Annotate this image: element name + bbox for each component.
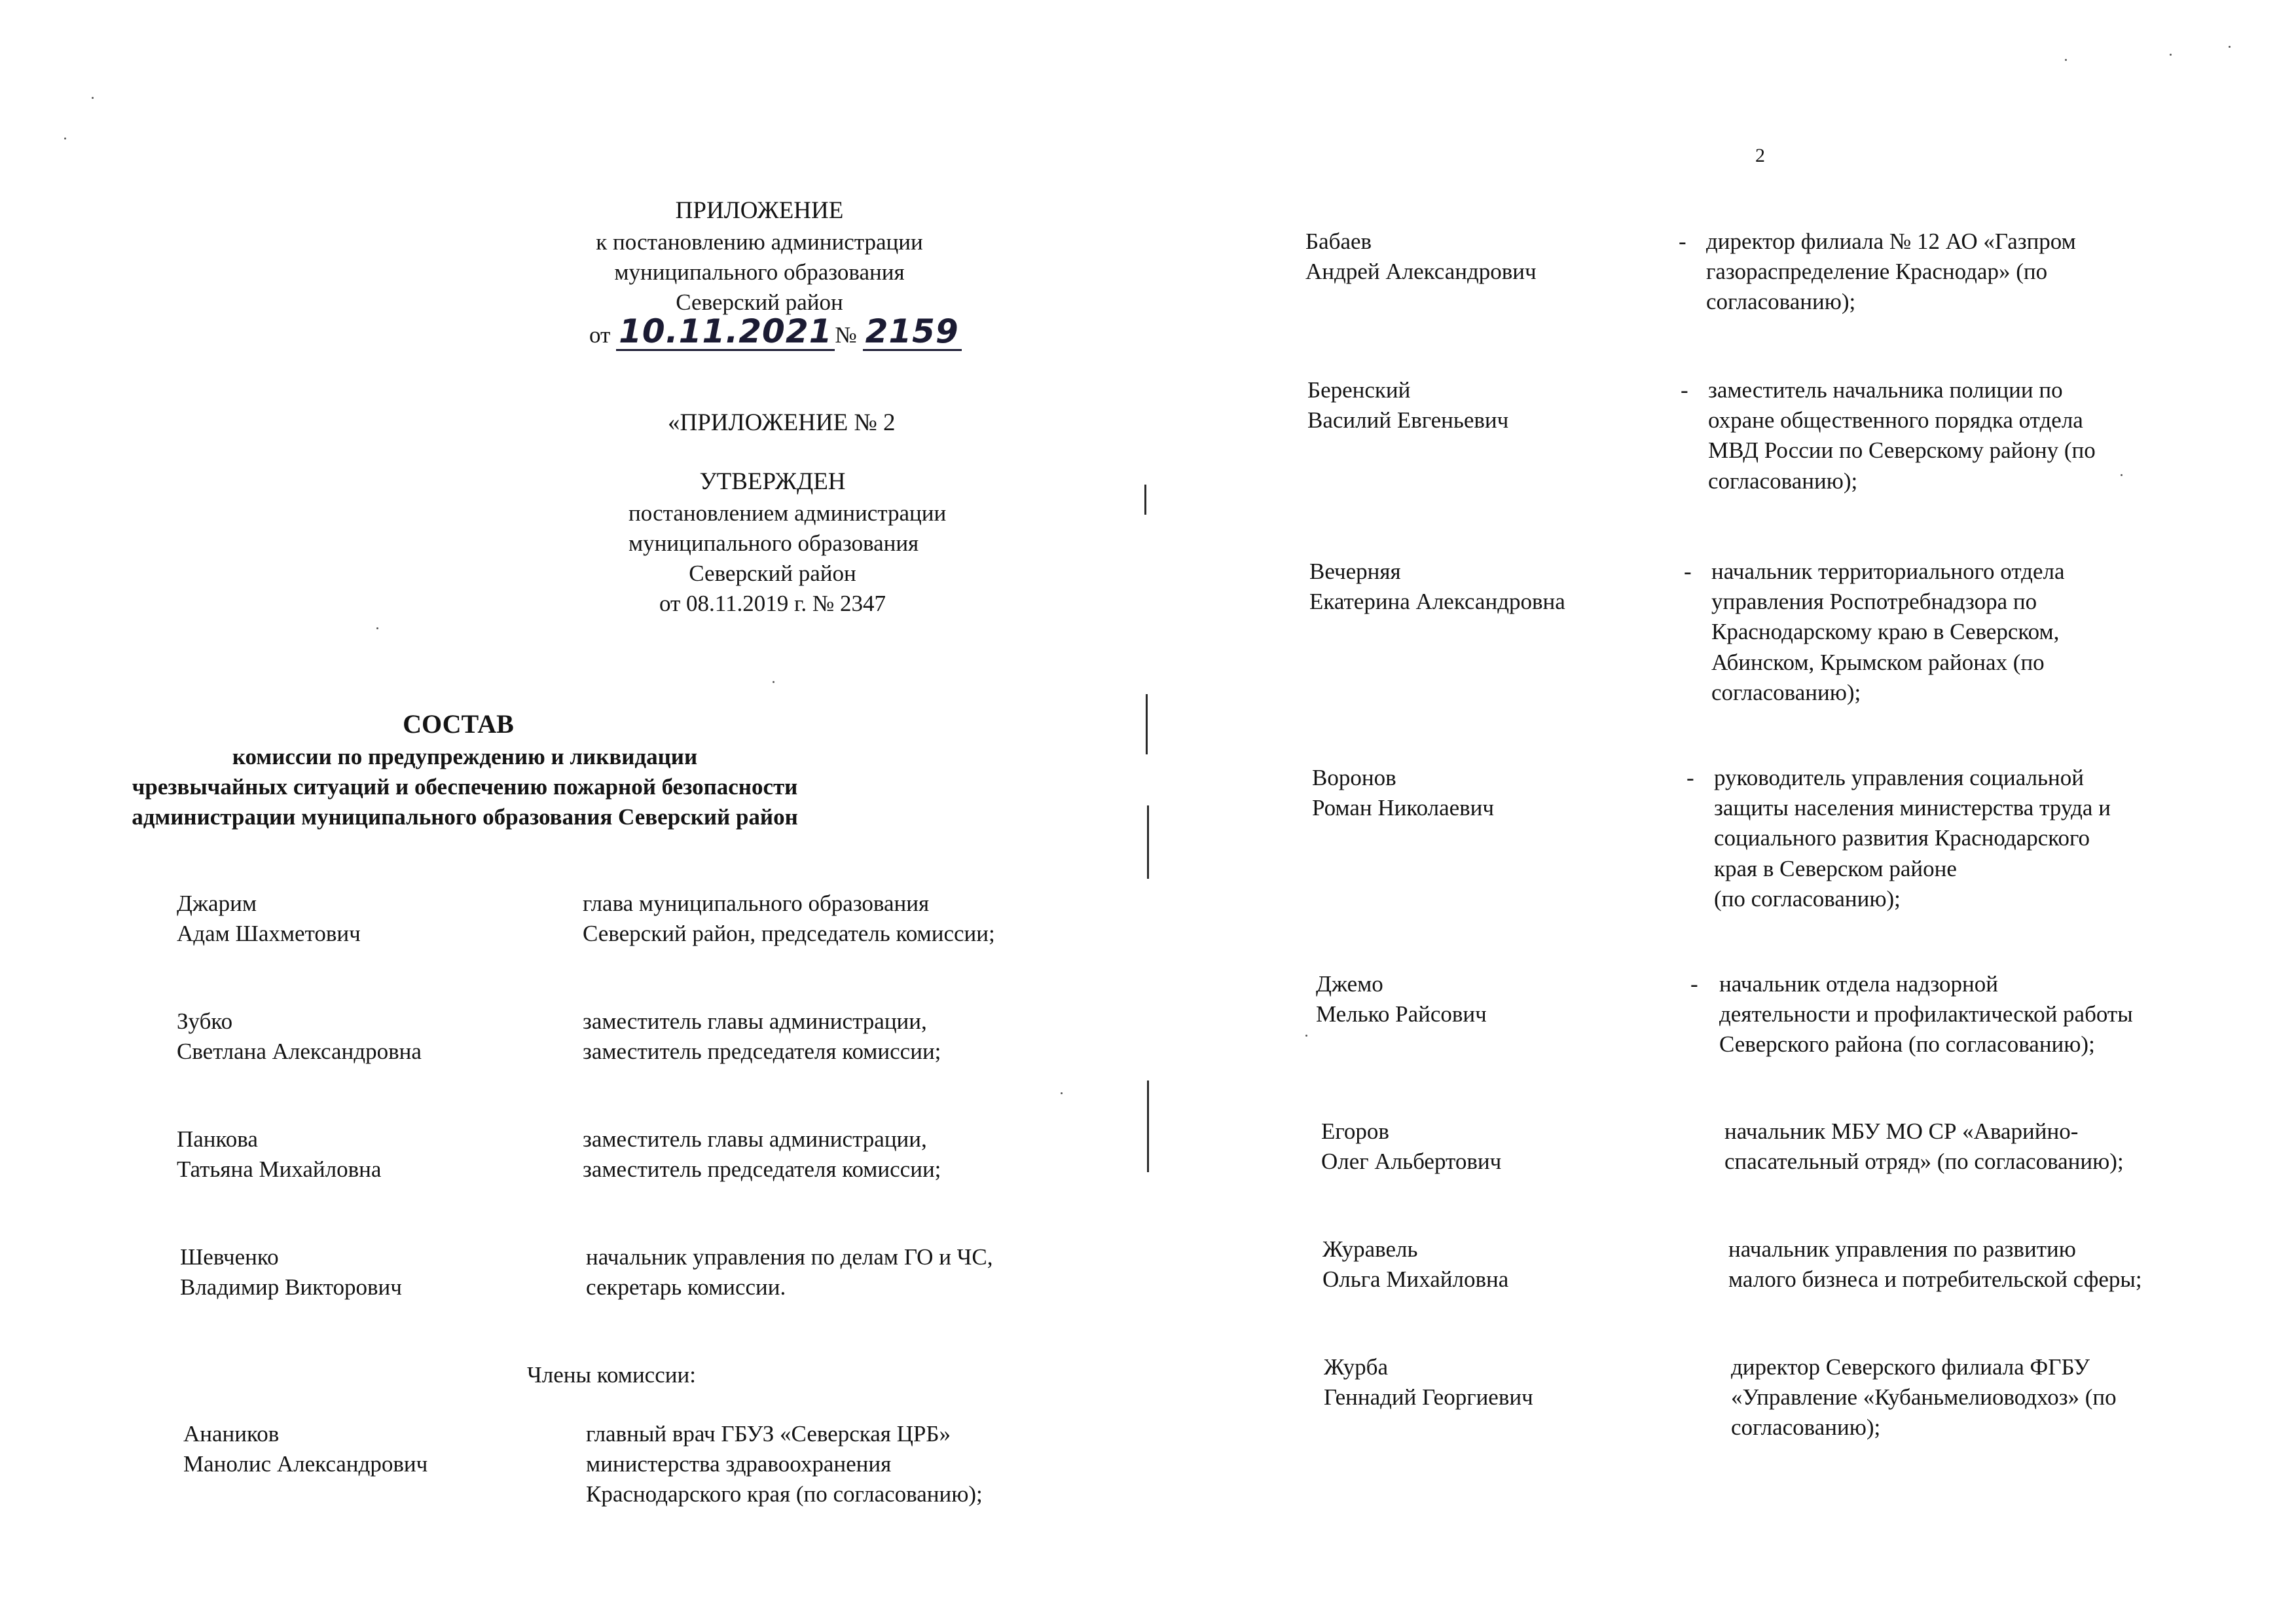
member-dash: - xyxy=(1684,559,1692,584)
member-description: начальник территориального отдела управления Роспотребнадзора по Краснодарскому краю в Северском, Абинском, Крымском районах (по согласованию); xyxy=(1711,559,2065,705)
approved-line: Северский район xyxy=(689,561,856,587)
scan-speck xyxy=(64,138,66,139)
scan-speck xyxy=(2065,59,2067,61)
scan-speck xyxy=(1305,1035,1307,1037)
member-description: глава муниципального образования Северский район, председатель комиссии; xyxy=(583,891,995,947)
member-surname: Шевченко xyxy=(180,1244,279,1270)
member-given-name: Владимир Викторович xyxy=(180,1274,402,1300)
scan-speck xyxy=(773,681,774,683)
member-surname: Журавель xyxy=(1322,1236,1418,1262)
composition-title xyxy=(132,707,1106,832)
appendix-2-header xyxy=(668,407,896,439)
member-given-name: Татьяна Михайловна xyxy=(177,1156,382,1182)
member-surname: Вечерняя xyxy=(1309,559,1401,584)
appendix-2-title: «ПРИЛОЖЕНИЕ № 2 xyxy=(668,409,896,436)
member-given-name: Василий Евгеньевич xyxy=(1307,407,1509,433)
scan-mark xyxy=(1146,694,1148,754)
member-description: заместитель начальника полиции по охране общественного порядка отдела МВД России по Северскому району (по согласованию); xyxy=(1708,377,2096,494)
member-given-name: Екатерина Александровна xyxy=(1309,589,1565,614)
scan-speck xyxy=(1061,1092,1063,1094)
approved-date: от 08.11.2019 г. № 2347 xyxy=(659,591,886,617)
member-surname: Панкова xyxy=(177,1126,258,1152)
members-heading: Члены комиссии: xyxy=(527,1362,696,1388)
member-description: начальник МБУ МО СР «Аварийно- спасательный отряд» (по согласованию); xyxy=(1724,1118,2124,1175)
composition-heading: СОСТАВ xyxy=(403,709,514,739)
scan-speck xyxy=(92,97,94,99)
appendix-header-line: к постановлению администрации xyxy=(596,229,923,255)
member-given-name: Светлана Александровна xyxy=(177,1039,422,1064)
approved-line: муниципального образования xyxy=(629,530,919,557)
member-surname: Егоров xyxy=(1321,1118,1389,1144)
appendix-header xyxy=(589,195,959,351)
number-sign: № xyxy=(835,322,857,348)
member-description: заместитель главы администрации, заместитель председателя комиссии; xyxy=(583,1126,941,1183)
appendix-header-line: муниципального образования xyxy=(614,259,905,286)
composition-line: администрации муниципального образования Северский район xyxy=(132,804,798,830)
member-dash: - xyxy=(1681,377,1688,403)
appendix-header-line: Северский район xyxy=(676,289,843,316)
approved-title: УТВЕРЖДЕН xyxy=(699,468,846,495)
member-description: начальник отдела надзорной деятельности и профилактической работы Северского района (по согласованию); xyxy=(1719,971,2133,1058)
member-surname: Джарим xyxy=(177,891,257,916)
member-dash: - xyxy=(1679,229,1686,254)
appendix-header-date-line xyxy=(589,312,959,351)
scan-speck xyxy=(2121,474,2123,476)
member-given-name: Андрей Александрович xyxy=(1305,259,1537,284)
handwritten-number: 2159 xyxy=(863,315,962,351)
member-given-name: Мелько Райсович xyxy=(1316,1001,1487,1027)
member-description: директор филиала № 12 АО «Газпром газораспределение Краснодар» (по согласованию); xyxy=(1706,229,2076,315)
member-given-name: Геннадий Георгиевич xyxy=(1324,1384,1533,1410)
member-surname: Беренский xyxy=(1307,377,1411,403)
composition-line: комиссии по предупреждению и ликвидации xyxy=(232,743,698,769)
member-description: главный врач ГБУЗ «Северская ЦРБ» министерства здравоохранения Краснодарского края (по согласованию); xyxy=(586,1421,983,1507)
member-surname: Анаников xyxy=(183,1421,280,1447)
member-given-name: Ольга Михайловна xyxy=(1322,1266,1509,1292)
member-given-name: Олег Альбертович xyxy=(1321,1149,1502,1174)
member-given-name: Роман Николаевич xyxy=(1312,795,1495,821)
composition-line: чрезвычайных ситуаций и обеспечению пожарной безопасности xyxy=(132,773,798,800)
scan-speck xyxy=(376,627,378,629)
scan-speck xyxy=(2170,54,2172,56)
from-label: от xyxy=(589,322,611,348)
member-description: начальник управления по развитию малого бизнеса и потребительской сферы; xyxy=(1728,1236,2142,1293)
scan-mark xyxy=(1144,485,1146,515)
member-dash: - xyxy=(1686,765,1694,790)
approved-line: постановлением администрации xyxy=(629,500,947,526)
member-surname: Зубко xyxy=(177,1008,233,1034)
member-surname: Журба xyxy=(1324,1354,1388,1380)
member-description: начальник управления по делам ГО и ЧС, секретарь комиссии. xyxy=(586,1244,993,1301)
member-surname: Воронов xyxy=(1312,765,1396,790)
member-surname: Джемо xyxy=(1316,971,1383,997)
handwritten-date: 10.11.2021 xyxy=(616,315,835,351)
member-description: заместитель главы администрации, заместитель председателя комиссии; xyxy=(583,1008,941,1065)
right-page xyxy=(1148,0,2296,1624)
scan-speck xyxy=(2229,46,2231,48)
page-number: 2 xyxy=(1755,145,1765,166)
member-given-name: Адам Шахметович xyxy=(177,921,361,946)
approved-block xyxy=(629,466,947,619)
appendix-header-title: ПРИЛОЖЕНИЕ xyxy=(675,197,844,224)
member-description: директор Северского филиала ФГБУ «Управление «Кубаньмелиоводхоз» (по согласованию); xyxy=(1731,1354,2117,1441)
member-dash: - xyxy=(1690,971,1698,997)
member-description: руководитель управления социальной защиты населения министерства труда и социального развития Краснодарского края в Северском районе (по согласованию); xyxy=(1714,765,2111,912)
member-given-name: Манолис Александрович xyxy=(183,1451,428,1477)
member-surname: Бабаев xyxy=(1305,229,1372,254)
